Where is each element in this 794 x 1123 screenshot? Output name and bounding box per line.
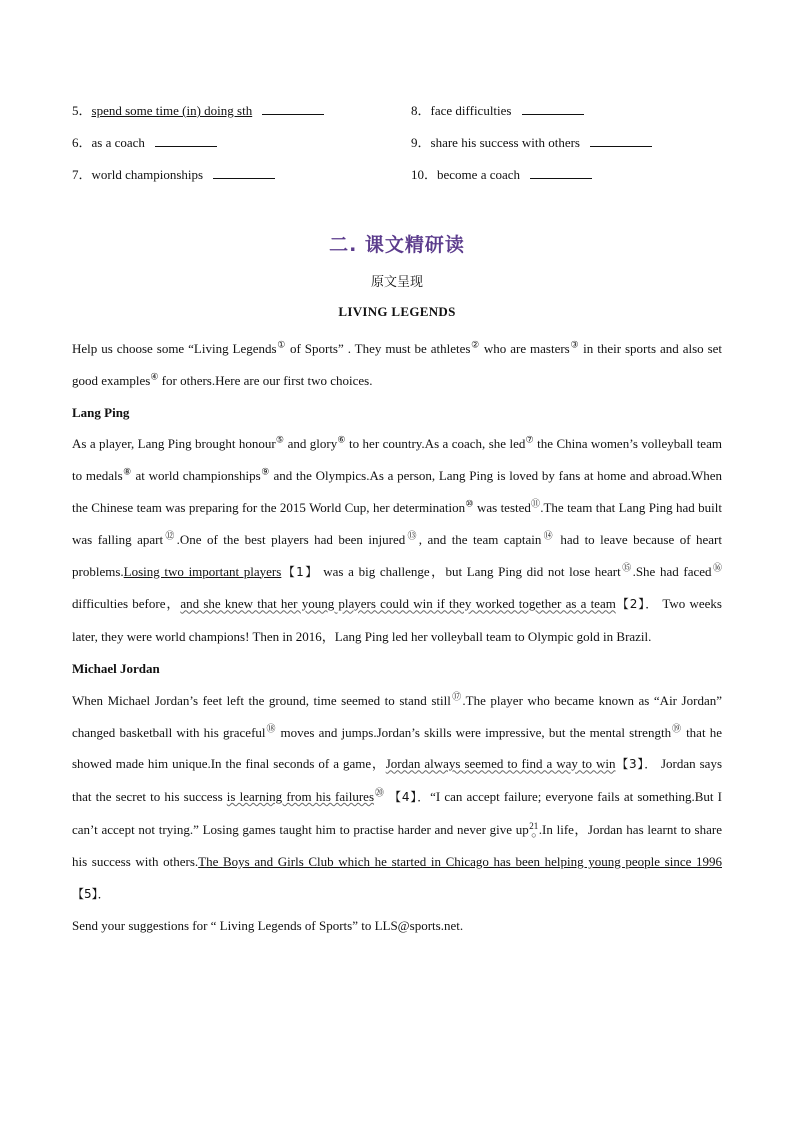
vocab-list — [72, 103, 722, 199]
footnote-marker: ⑩ — [465, 498, 474, 509]
closing-line: Send your suggestions for “ Living Legends of Sports” to LLS@sports.net. — [72, 918, 464, 934]
vocab-phrase: spend some time (in) doing sth — [91, 103, 253, 118]
question-marker: 【4】． — [388, 790, 431, 805]
footnote-marker: ⑱ — [265, 723, 277, 734]
footnote-marker: ⑪ — [530, 498, 541, 509]
answer-blank[interactable] — [213, 167, 275, 179]
footnote-marker: ⑰ — [450, 691, 463, 702]
vocab-item-8: 8．face difficulties — [411, 103, 584, 119]
answer-blank[interactable] — [262, 103, 324, 115]
footnote-marker: ⑯ — [711, 562, 722, 573]
vocab-item-5: 5．spend some time (in) doing sth — [72, 103, 324, 119]
vocab-phrase: become a coach — [437, 167, 521, 182]
vocab-phrase: face difficulties — [430, 103, 512, 118]
footnote-marker: ④ — [150, 371, 159, 382]
footnote-marker: ⑲ — [671, 723, 682, 734]
footnote-marker: ⑭ — [541, 530, 555, 541]
footnote-marker: ⑥ — [337, 435, 346, 446]
question-marker: 【1】 — [281, 564, 319, 579]
wavy-underlined-phrase: is learning from his failures — [226, 789, 375, 805]
passage-title: LIVING LEGENDS — [338, 304, 456, 319]
footnote-marker: ③ — [569, 339, 580, 350]
underlined-sentence: Losing two important players — [123, 563, 282, 579]
lang-ping-paragraph: As a player, Lang Ping brought honour⑤ and glory⑥ to her country.As a coach, she led⑦ the China women’s volleyball team to medals⑧ at world championships⑨ and the Olympics.As a person, Lang Ping is loved by fans at home and abroad.When the Chinese team was preparing for the 2015 World Cup, her determination⑩ was tested⑪.The team that Lang Ping had built was falling apart⑫.One of the best players had been injured⑬, and the team captain⑭ had to leave because of heart problems.Losing two important players【1】 was a big challenge，but Lang Ping did not lose heart⑮.She had faced⑯ difficulties before，and she knew that her young players could win if they worked together as a team【2】． Two weeks later, they were world champions! Then in 2016，Lang Ping led her volleyball team to Olympic gold in Brazil. — [72, 435, 722, 645]
footnote-marker: ⑮ — [620, 562, 633, 573]
footnote-marker: ⑧ — [122, 466, 132, 477]
question-marker: 【3】． — [615, 757, 657, 772]
answer-blank[interactable] — [155, 135, 217, 147]
vocab-row — [72, 103, 722, 135]
wavy-underlined-sentence: Jordan always seemed to find a way to win — [385, 756, 616, 772]
footnote-marker: ② — [470, 339, 480, 350]
heading-michael-jordan: Michael Jordan — [72, 660, 160, 676]
footnote-marker: ⑦ — [525, 435, 534, 446]
answer-blank[interactable] — [590, 135, 652, 147]
vocab-row — [72, 135, 722, 167]
passage-body — [72, 333, 722, 942]
vocab-item-7: 7．world championships — [72, 167, 275, 183]
footnote-marker: ⑨ — [260, 466, 270, 477]
vocab-item-10: 10．become a coach — [411, 167, 592, 183]
question-marker: 【5】． — [72, 886, 110, 901]
underlined-sentence: The Boys and Girls Club which he started in Chicago has been helping young people since 1996 — [198, 853, 722, 869]
vocab-item-9: 9．share his success with others — [411, 135, 652, 151]
heading-lang-ping: Lang Ping — [72, 404, 130, 420]
vocab-phrase: world championships — [91, 167, 204, 182]
jordan-paragraph: When Michael Jordan’s feet left the ground, time seemed to stand still⑰.The player who became known as “Air Jordan” changed basketball with his graceful⑱ moves and jumps.Jordan’s skills were impressive, but the mental strength⑲ that he showed made him unique.In the final seconds of a game，Jordan always seemed to find a way to win【3】． Jordan says that the secret to his success is learning from his failures⑳ 【4】．“I can accept failure; everyone fails at something.But I can’t accept not trying.” Losing games taught him to practise harder and never give up21 ○ .In life，Jordan has learnt to share his success with others.The Boys and Girls Club which he started in Chicago has been helping young people since 1996【5】． — [72, 691, 723, 901]
footnote-marker-21: 21 ○ — [529, 820, 539, 840]
vocab-phrase: share his success with others — [430, 135, 580, 150]
footnote-marker: ⑳ — [374, 787, 385, 798]
answer-blank[interactable] — [522, 103, 584, 115]
vocab-item-6: 6．as a coach — [72, 135, 217, 151]
footnote-marker: ⑬ — [405, 530, 419, 541]
footnote-marker: ⑤ — [275, 435, 285, 446]
question-marker: 【2】． — [615, 597, 659, 612]
footnote-marker: ⑫ — [163, 530, 177, 541]
intro-paragraph: Help us choose some “Living Legends① of Sports” . They must be athletes② who are masters③ in their sports and also set good examples④ for others.Here are our first two choices. — [72, 339, 723, 388]
vocab-row — [72, 167, 722, 199]
footnote-marker: ① — [276, 339, 287, 350]
section-title: 二. 课文精研读 — [329, 234, 465, 256]
answer-blank[interactable] — [530, 167, 592, 179]
sub-title: 原文呈现 — [370, 275, 423, 290]
wavy-underlined-sentence: and she knew that her young players could win if they worked together as a team — [180, 596, 616, 612]
vocab-phrase: as a coach — [91, 135, 145, 150]
